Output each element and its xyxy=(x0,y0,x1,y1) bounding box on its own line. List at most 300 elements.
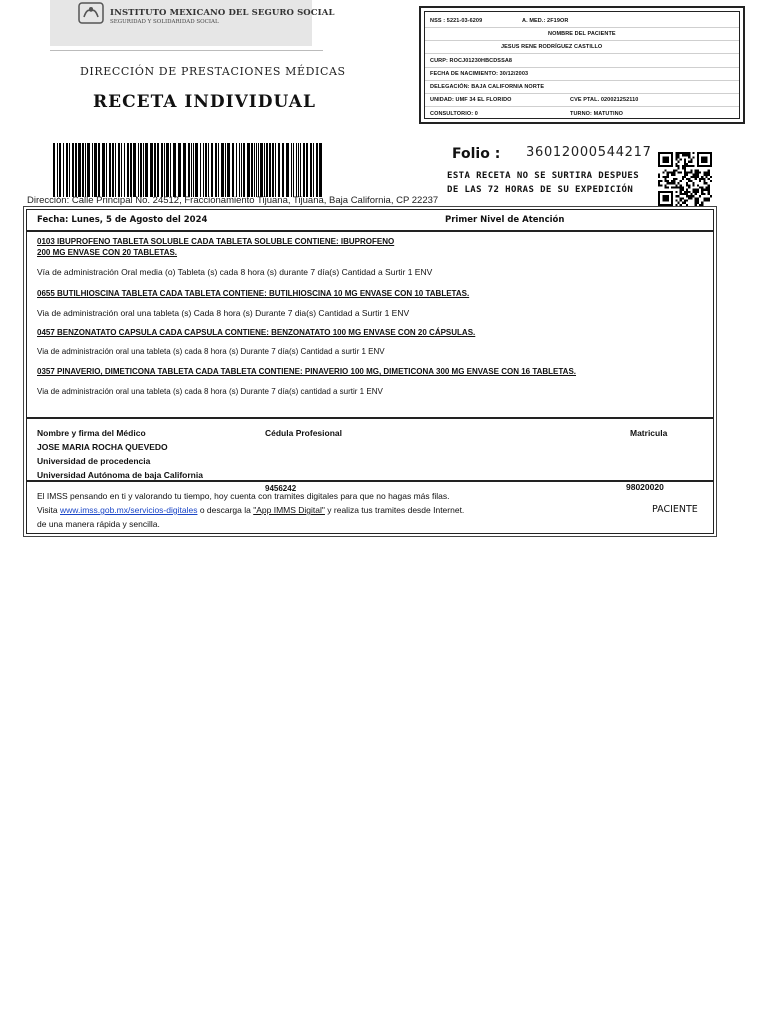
qr-module xyxy=(697,184,699,186)
qr-module xyxy=(675,178,677,180)
barcode-bar xyxy=(143,143,144,197)
qr-module xyxy=(673,178,675,180)
qr-module xyxy=(701,189,703,191)
barcode-bar xyxy=(313,143,314,197)
barcode-bar xyxy=(300,143,301,197)
qr-module xyxy=(688,195,690,197)
qr-module xyxy=(662,171,664,173)
doctor-signature-label: Nombre y firma del Médico xyxy=(37,428,146,438)
qr-module xyxy=(682,187,684,189)
qr-module xyxy=(693,191,695,193)
qr-module xyxy=(699,171,701,173)
qr-module xyxy=(697,176,699,178)
qr-module xyxy=(706,200,708,202)
footer-line-1: El IMSS pensando en ti y valorando tu tiempo, hoy cuenta con tramites digitales para que no hagas más filas. xyxy=(37,491,450,501)
patient-office: CONSULTORIO: 0 xyxy=(430,111,478,117)
patient-delegation: DELEGACIÓN: BAJA CALIFORNIA NORTE xyxy=(430,84,545,90)
qr-module xyxy=(697,200,699,202)
qr-module xyxy=(667,187,669,189)
qr-module xyxy=(688,191,690,193)
qr-module xyxy=(675,154,677,156)
barcode-bar xyxy=(232,143,234,197)
qr-module xyxy=(695,174,697,176)
barcode-bar xyxy=(145,143,148,197)
qr-module xyxy=(703,180,705,182)
qr-module xyxy=(706,187,708,189)
qr-module xyxy=(693,156,695,158)
barcode-bar xyxy=(82,143,84,197)
qr-module xyxy=(690,176,692,178)
patient-a-med: A. MED.: 2F19OR xyxy=(522,18,569,24)
qr-module xyxy=(695,200,697,202)
barcode-bar xyxy=(53,143,55,197)
barcode-bar xyxy=(191,143,192,197)
barcode-bar xyxy=(286,143,289,197)
barcode-bar xyxy=(316,143,318,197)
license-label: Cédula Profesional xyxy=(265,428,342,438)
qr-module xyxy=(684,152,686,154)
qr-module xyxy=(673,180,675,182)
qr-module xyxy=(706,197,708,199)
qr-module xyxy=(664,187,666,189)
medication-1-line-1: 0103 IBUPROFENO TABLETA SOLUBLE CADA TABLETA SOLUBLE CONTIENE: IBUPROFENO xyxy=(37,237,395,246)
qr-module xyxy=(695,197,697,199)
qr-module xyxy=(682,189,684,191)
barcode-bar xyxy=(193,143,194,197)
qr-module xyxy=(682,154,684,156)
qr-module xyxy=(690,193,692,195)
barcode-bar xyxy=(59,143,61,197)
barcode-bar xyxy=(87,143,90,197)
barcode-bar xyxy=(133,143,136,197)
barcode-bar xyxy=(94,143,97,197)
qr-module xyxy=(699,180,701,182)
qr-module xyxy=(660,180,662,182)
qr-module xyxy=(682,165,684,167)
qr-module xyxy=(671,174,673,176)
qr-module xyxy=(690,197,692,199)
qr-module xyxy=(658,176,660,178)
barcode-bar xyxy=(78,143,81,197)
barcode-bar xyxy=(239,143,240,197)
qr-module xyxy=(701,202,703,204)
qr-module xyxy=(682,197,684,199)
barcode-bar xyxy=(164,143,165,197)
qr-module xyxy=(690,169,692,171)
qr-module xyxy=(699,195,701,197)
care-level: Primer Nivel de Atención xyxy=(445,215,565,225)
qr-module xyxy=(675,165,677,167)
barcode-bar xyxy=(205,143,207,197)
qr-module xyxy=(695,178,697,180)
qr-module xyxy=(703,193,705,195)
qr-module xyxy=(680,197,682,199)
qr-module xyxy=(684,154,686,156)
barcode-bar xyxy=(75,143,77,197)
qr-module xyxy=(693,176,695,178)
qr-module xyxy=(695,191,697,193)
qr-module xyxy=(684,174,686,176)
barcode-bar xyxy=(69,143,70,197)
qr-module xyxy=(688,178,690,180)
qr-module xyxy=(708,169,710,171)
medication-2-instructions: Via de administración oral una tableta (s) Cada 8 hora (s) Durante 7 dia(s) Cantidad a Surtir 1 ENV xyxy=(37,308,410,318)
qr-module xyxy=(667,174,669,176)
qr-module xyxy=(662,195,668,201)
patient-info-box xyxy=(419,6,745,124)
barcode-bar xyxy=(130,143,132,197)
barcode-bar xyxy=(98,143,100,197)
qr-module xyxy=(671,180,673,182)
qr-module xyxy=(706,174,708,176)
patient-birth-date: FECHA DE NACIMIENTO: 30/12/2003 xyxy=(430,71,529,77)
qr-module xyxy=(697,171,699,173)
qr-module xyxy=(686,184,688,186)
barcode-bar xyxy=(269,143,271,197)
qr-module xyxy=(664,176,666,178)
qr-module xyxy=(684,171,686,173)
qr-module xyxy=(671,187,673,189)
barcode-bar xyxy=(243,143,245,197)
department-title: DIRECCIÓN DE PRESTACIONES MÉDICAS xyxy=(80,65,346,78)
barcode-bar xyxy=(85,143,86,197)
barcode-bar xyxy=(260,143,263,197)
qr-module xyxy=(708,184,710,186)
patient-name: JESUS RENE RODRÍGUEZ CASTILLO xyxy=(501,44,603,50)
qr-module xyxy=(682,178,684,180)
patient-shift: TURNO: MATUTINO xyxy=(570,111,624,117)
qr-module xyxy=(686,152,688,154)
barcode-bar xyxy=(178,143,181,197)
qr-module xyxy=(675,187,677,189)
qr-module xyxy=(690,158,692,160)
barcode-bar xyxy=(57,143,58,197)
barcode-bar xyxy=(124,143,125,197)
qr-module xyxy=(695,169,697,171)
qr-module xyxy=(703,189,705,191)
qr-module xyxy=(680,189,682,191)
qr-module xyxy=(684,193,686,195)
barcode-bar xyxy=(188,143,190,197)
barcode-bar xyxy=(258,143,259,197)
barcode-bar xyxy=(296,143,297,197)
footer-line-2 xyxy=(37,505,464,515)
patient-row-divider xyxy=(425,40,739,41)
barcode-bar xyxy=(211,143,213,197)
patient-row-divider xyxy=(425,93,739,94)
qr-module xyxy=(686,178,688,180)
qr-module xyxy=(677,165,679,167)
qr-module xyxy=(708,193,710,195)
qr-module xyxy=(677,187,679,189)
header-divider xyxy=(50,50,323,51)
qr-module xyxy=(693,152,695,154)
qr-module xyxy=(684,161,686,163)
barcode-bar xyxy=(112,143,114,197)
barcode-bar xyxy=(154,143,156,197)
qr-module xyxy=(701,193,703,195)
imss-eagle-icon xyxy=(78,2,104,24)
university-name: Universidad Autónoma de baja California xyxy=(37,470,203,480)
barcode-bar xyxy=(266,143,268,197)
qr-module xyxy=(673,187,675,189)
qr-module xyxy=(684,163,686,165)
medication-3-instructions: Via de administración oral una tableta (s) cada 8 hora (s) Durante 7 día(s) Cantidad a surtir 1 ENV xyxy=(37,347,385,356)
qr-module xyxy=(688,165,690,167)
barcode-bar xyxy=(109,143,111,197)
barcode-bar xyxy=(221,143,224,197)
patient-postal-code: CVE PTAL. 020021252110 xyxy=(570,97,639,103)
qr-module xyxy=(697,202,699,204)
qr-module xyxy=(708,178,710,180)
qr-module xyxy=(706,171,708,173)
medication-2-line-1: 0655 BUTILHIOSCINA TABLETA CADA TABLETA CONTIENE: BUTILHIOSCINA 10 MG ENVASE CON 10 TABLETAS. xyxy=(37,289,470,298)
barcode-bar xyxy=(236,143,237,197)
patient-row-divider xyxy=(425,27,739,28)
patient-name-label: NOMBRE DEL PACIENTE xyxy=(548,31,616,37)
qr-module xyxy=(703,200,705,202)
qr-module xyxy=(699,187,701,189)
qr-module xyxy=(677,195,679,197)
qr-module xyxy=(684,191,686,193)
qr-module xyxy=(701,178,703,180)
qr-module xyxy=(695,193,697,195)
qr-module xyxy=(701,156,707,162)
barcode-bar xyxy=(227,143,230,197)
qr-module xyxy=(688,180,690,182)
qr-module xyxy=(693,165,695,167)
qr-module xyxy=(677,156,679,158)
qr-module xyxy=(677,152,679,154)
qr-module xyxy=(682,176,684,178)
barcode-bar xyxy=(150,143,153,197)
qr-module xyxy=(708,187,710,189)
qr-module xyxy=(664,178,666,180)
expiry-notice-line-2: DE LAS 72 HORAS DE SU EXPEDICIÓN xyxy=(447,185,634,195)
barcode-bar xyxy=(272,143,274,197)
qr-module xyxy=(675,184,677,186)
qr-module xyxy=(682,152,684,154)
qr-module xyxy=(708,174,710,176)
copy-label: PACIENTE xyxy=(652,504,698,515)
barcode-bar xyxy=(140,143,142,197)
qr-module xyxy=(680,193,682,195)
qr-module xyxy=(680,184,682,186)
qr-module xyxy=(673,182,675,184)
qr-module xyxy=(695,189,697,191)
barcode-bar xyxy=(195,143,198,197)
document-title: RECETA INDIVIDUAL xyxy=(93,92,316,112)
qr-module xyxy=(680,158,682,160)
qr-module xyxy=(690,161,692,163)
qr-module xyxy=(664,184,666,186)
qr-module xyxy=(667,176,669,178)
footer-visit-prefix: Visita xyxy=(37,505,60,515)
qr-module xyxy=(697,174,699,176)
qr-module xyxy=(658,184,660,186)
qr-module xyxy=(673,171,675,173)
qr-module xyxy=(677,182,679,184)
qr-module xyxy=(677,167,679,169)
barcode-bar xyxy=(218,143,219,197)
qr-module xyxy=(680,191,682,193)
qr-module xyxy=(686,163,688,165)
prescription-date: Fecha: Lunes, 5 de Agosto del 2024 xyxy=(37,215,208,225)
qr-module xyxy=(686,191,688,193)
institution-logo-block xyxy=(50,0,335,46)
qr-module xyxy=(710,176,712,178)
qr-module xyxy=(684,167,686,169)
qr-module xyxy=(686,182,688,184)
qr-module xyxy=(688,171,690,173)
qr-module xyxy=(680,187,682,189)
qr-module xyxy=(688,161,690,163)
qr-module xyxy=(688,187,690,189)
qr-module xyxy=(706,176,708,178)
qr-module xyxy=(677,161,679,163)
medication-1-line-2: 200 MG ENVASE CON 20 TABLETAS. xyxy=(37,248,178,257)
qr-module xyxy=(686,165,688,167)
qr-module xyxy=(684,202,686,204)
barcode-image xyxy=(51,143,325,197)
qr-module xyxy=(686,200,688,202)
patient-unit: UNIDAD: UMF 34 EL FLORIDO xyxy=(430,97,512,103)
barcode-bar xyxy=(121,143,122,197)
app-name: "App IMMS Digital" xyxy=(253,505,325,515)
qr-module xyxy=(690,171,692,173)
qr-module xyxy=(697,189,699,191)
qr-module xyxy=(695,202,697,204)
qr-module xyxy=(684,200,686,202)
patient-row-divider xyxy=(425,80,739,81)
barcode-bar xyxy=(161,143,163,197)
institution-motto: SEGURIDAD Y SOLIDARIDAD SOCIAL xyxy=(110,19,219,25)
barcode-bar xyxy=(306,143,308,197)
qr-module xyxy=(688,156,690,158)
barcode-bar xyxy=(247,143,250,197)
qr-module xyxy=(660,184,662,186)
header-row-divider xyxy=(26,230,714,232)
folio-number: 36012000544217 xyxy=(526,145,652,160)
qr-module xyxy=(690,165,692,167)
barcode-bar xyxy=(166,143,169,197)
qr-module xyxy=(710,180,712,182)
barcode-bar xyxy=(282,143,284,197)
qr-module xyxy=(686,174,688,176)
qr-module xyxy=(658,180,660,182)
footer-line-2-suffix: y realiza tus tramites desde Internet. xyxy=(324,505,465,515)
qr-module xyxy=(686,171,688,173)
footer-line-3: de una manera rápida y sencilla. xyxy=(37,519,160,529)
qr-module xyxy=(699,178,701,180)
barcode-bar xyxy=(303,143,305,197)
qr-module xyxy=(684,158,686,160)
qr-module xyxy=(684,165,686,167)
qr-module xyxy=(708,191,710,193)
qr-module xyxy=(701,191,703,193)
qr-module xyxy=(675,156,677,158)
qr-module xyxy=(675,158,677,160)
qr-module xyxy=(710,195,712,197)
barcode-bar xyxy=(275,143,276,197)
qr-module xyxy=(658,182,660,184)
university-label: Universidad de procedencia xyxy=(37,456,151,466)
qr-module xyxy=(697,191,699,193)
qr-module xyxy=(690,180,692,182)
qr-module xyxy=(697,197,699,199)
qr-module xyxy=(675,152,677,154)
barcode-bar xyxy=(256,143,257,197)
patient-row-divider xyxy=(425,53,739,54)
qr-module xyxy=(693,195,695,197)
medication-4-instructions: Via de administración oral una tableta (s) cada 8 hora (s) Durante 7 día(s) cantidad a surtir 1 ENV xyxy=(37,387,383,396)
qr-module xyxy=(708,189,710,191)
qr-module xyxy=(695,176,697,178)
license-number: 9456242 xyxy=(265,484,297,493)
registration-label: Matricula xyxy=(630,428,668,438)
medications-divider xyxy=(26,417,714,419)
qr-module xyxy=(703,182,705,184)
barcode-bar xyxy=(310,143,312,197)
qr-module xyxy=(703,197,705,199)
barcode-bar xyxy=(138,143,139,197)
patient-curp: CURP: ROCJ01230HBCDSSA8 xyxy=(430,58,513,64)
qr-module xyxy=(662,176,664,178)
qr-module xyxy=(697,169,699,171)
qr-module xyxy=(675,195,677,197)
qr-module xyxy=(688,152,690,154)
expiry-notice-line-1: ESTA RECETA NO SE SURTIRA DESPUES xyxy=(447,171,640,181)
qr-module xyxy=(671,182,673,184)
qr-module xyxy=(662,156,668,162)
qr-module xyxy=(690,195,692,197)
doctor-name: JOSE MARIA ROCHA QUEVEDO xyxy=(37,442,168,452)
qr-module xyxy=(695,171,697,173)
qr-module xyxy=(675,163,677,165)
barcode-bar xyxy=(157,143,159,197)
qr-module xyxy=(680,180,682,182)
qr-module xyxy=(703,171,705,173)
qr-module xyxy=(680,200,682,202)
digital-services-link[interactable]: www.imss.gob.mx/servicios-digitales xyxy=(60,505,198,515)
qr-module xyxy=(688,154,690,156)
patient-row-divider xyxy=(425,67,739,68)
qr-module xyxy=(677,154,679,156)
qr-module xyxy=(669,171,671,173)
barcode-bar xyxy=(278,143,280,197)
qr-module xyxy=(688,197,690,199)
barcode-bar xyxy=(118,143,120,197)
barcode-bar xyxy=(251,143,253,197)
barcode-bar xyxy=(264,143,265,197)
qr-module xyxy=(686,189,688,191)
medication-3-line-1: 0457 BENZONATATO CAPSULA CADA CAPSULA CONTIENE: BENZONATATO 100 MG ENVASE CON 20 CÁPSULAS. xyxy=(37,328,476,337)
barcode-bar xyxy=(63,143,64,197)
qr-module xyxy=(677,171,679,173)
qr-module xyxy=(703,174,705,176)
barcode-bar xyxy=(291,143,292,197)
registration-number: 98020020 xyxy=(626,482,664,492)
qr-module xyxy=(680,152,682,154)
qr-module xyxy=(677,202,679,204)
clinic-address: Dirección: Calle Principal No. 24512, Fraccionamiento Tijuana, Tijuana, Baja California, CP 22237 xyxy=(27,195,439,206)
qr-module xyxy=(686,195,688,197)
qr-module xyxy=(675,169,677,171)
barcode-bar xyxy=(170,143,171,197)
barcode-bar xyxy=(298,143,299,197)
qr-module xyxy=(684,169,686,171)
qr-module xyxy=(680,171,682,173)
